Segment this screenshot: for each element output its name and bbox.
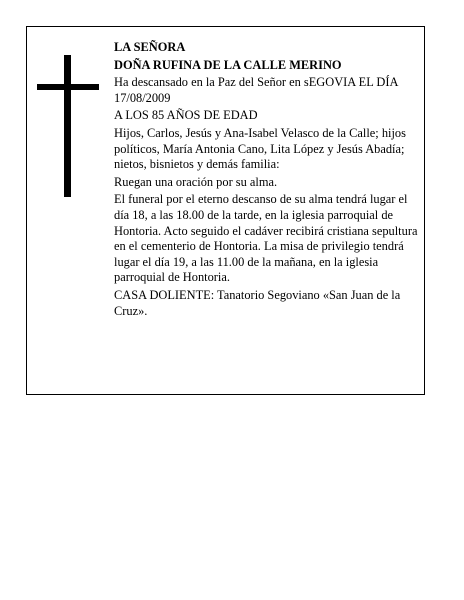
age-line: A LOS 85 AÑOS DE EDAD bbox=[114, 108, 258, 123]
notice-title: LA SEÑORA bbox=[114, 40, 186, 54]
casa-doliente: CASA DOLIENTE: Tanatorio Segoviano «San Juan de la Cruz». bbox=[114, 287, 401, 318]
prayer-request: Ruegan una oración por su alma. bbox=[114, 174, 278, 189]
notice-text bbox=[114, 40, 420, 321]
funeral-details: El funeral por el eterno descanso de su alma tendrá lugar el día 18, a las 18.00 de la tarde, en la iglesia parroquial de Hontoria. Acto seguido el cadáver recibirá cristiana sepultura en el cementerio de Hontoria. La misa de privilegio tendrá lugar el día 19, a las 11.00 de la mañana, en la iglesia parroquial de Hontoria. bbox=[114, 192, 418, 285]
cross-vertical-bar bbox=[64, 55, 71, 197]
deceased-name: DOÑA RUFINA DE LA CALLE MERINO bbox=[114, 57, 342, 72]
obituary-notice bbox=[26, 26, 425, 395]
cross-icon bbox=[37, 55, 99, 197]
death-info: Ha descansado en la Paz del Señor en sEGOVIA EL DÍA 17/08/2009 bbox=[114, 75, 398, 105]
family-list: Hijos, Carlos, Jesús y Ana-Isabel Velasco de la Calle; hijos políticos, María Antonia Cano, Lita López y Jesús Abadía; nietos, bisnietos y demás familia: bbox=[114, 125, 406, 172]
cross-horizontal-bar bbox=[37, 84, 99, 90]
